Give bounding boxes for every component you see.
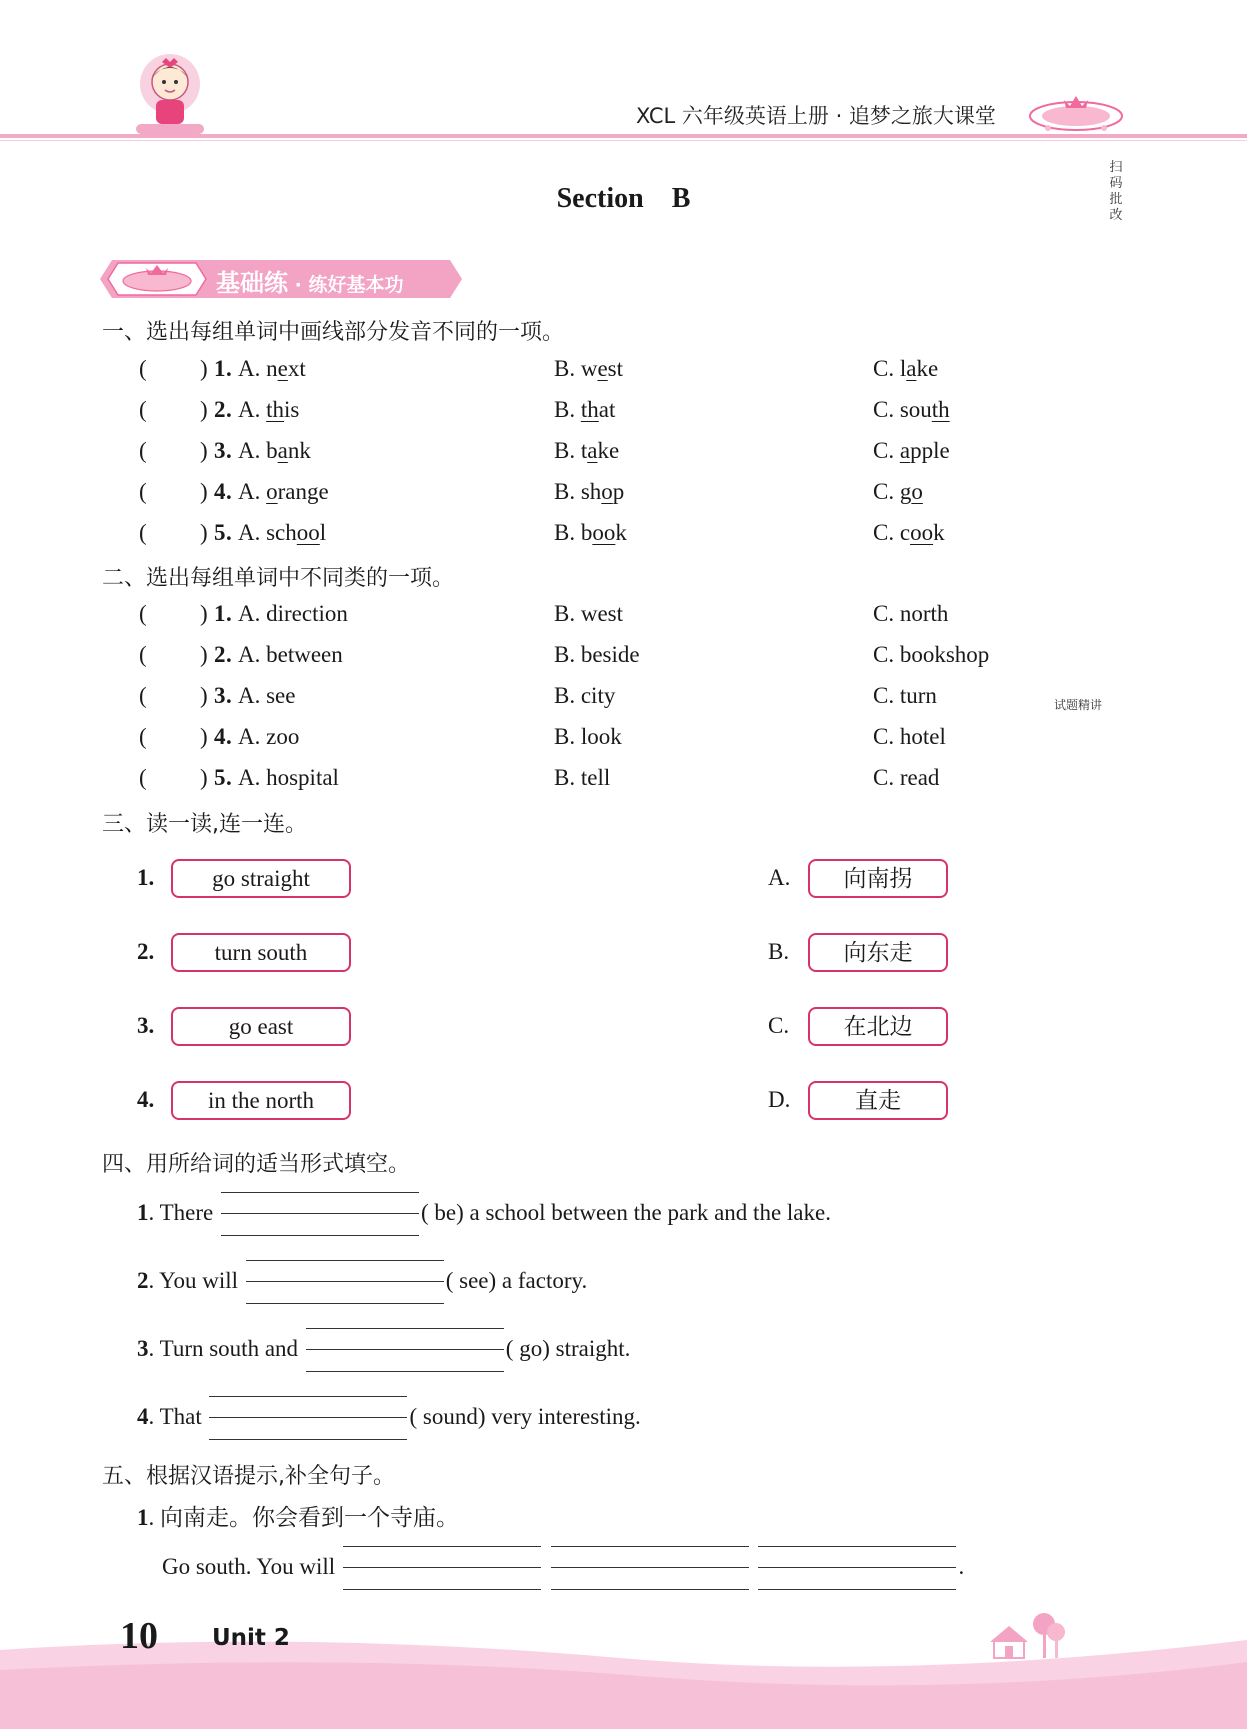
q2-option-c: C. north	[873, 601, 949, 626]
match-right-letter: B.	[768, 939, 790, 964]
q1-num: 4	[214, 479, 226, 504]
q1-option-a: A. school	[238, 520, 327, 545]
q2-option-b: B. beside	[554, 642, 640, 667]
q1-row: ( ) 2 . A. this B. that C. south	[139, 397, 950, 422]
q2-num: 2	[214, 642, 226, 667]
q2-option-a: A. see	[238, 683, 296, 708]
banner-title	[216, 263, 403, 298]
house-tree-icon	[984, 1612, 1068, 1660]
girl-mascot-icon	[128, 48, 212, 138]
unit-label: Unit 2	[212, 1625, 290, 1651]
banner-sep: ·	[288, 274, 309, 296]
q5-english-line: Go south. You will .	[162, 1554, 965, 1579]
q2-row: ( ) 2 . A. between B. beside C. bookshop	[139, 642, 990, 667]
q2-option-c: C. bookshop	[873, 642, 990, 667]
q2-option-a: A. zoo	[238, 724, 300, 749]
match-left-num: 3.	[137, 1013, 155, 1038]
q1-option-c: C. south	[873, 397, 950, 422]
q2-row: ( ) 1 . A. direction B. west C. north	[139, 601, 949, 626]
q2-option-b: B. city	[554, 683, 616, 708]
q4-item: 4. That ( sound) very interesting.	[137, 1404, 641, 1429]
header-rule	[0, 134, 1247, 138]
q1-option-b: B. book	[554, 520, 627, 545]
q2-option-b: B. look	[554, 724, 622, 749]
q1-option-c: C. lake	[873, 356, 939, 381]
q1-option-a: A. next	[238, 356, 306, 381]
q2-heading: 二、选出每组单词中不同类的一项。	[102, 566, 455, 591]
match-right-box[interactable]: 向东走	[808, 933, 948, 972]
q2-option-b: B. west	[554, 601, 623, 626]
match-left-box[interactable]: go east	[171, 1007, 351, 1046]
explain-note: 试题精讲	[1054, 698, 1103, 712]
q2-num: 3	[214, 683, 226, 708]
q1-option-b: B. shop	[554, 479, 625, 504]
q2-num: 1	[214, 601, 226, 626]
match-left-num: 1.	[137, 865, 155, 890]
q1-option-c: C. apple	[873, 438, 950, 463]
q4-heading: 四、用所给词的适当形式填空。	[102, 1152, 411, 1177]
q1-heading: 一、选出每组单词中画线部分发音不同的一项。	[102, 320, 565, 345]
match-right-box[interactable]: 向南拐	[808, 859, 948, 898]
match-right-letter: A.	[768, 865, 791, 890]
q1-num: 1	[214, 356, 226, 381]
q2-row: ( ) 5 . A. hospital B. tell C. read	[139, 765, 940, 790]
q1-option-a: A. this	[238, 397, 300, 422]
q2-option-a: A. hospital	[238, 765, 339, 790]
q1-num: 5	[214, 520, 226, 545]
q2-num: 4	[214, 724, 226, 749]
q4-item: 2. You will ( see) a factory.	[137, 1268, 588, 1293]
q1-option-b: B. west	[554, 356, 624, 381]
q2-option-a: A. direction	[238, 601, 348, 626]
match-right-letter: D.	[768, 1087, 791, 1112]
match-left-box[interactable]: in the north	[171, 1081, 351, 1120]
q1-row: ( ) 4 . A. orange B. shop C. go	[139, 479, 923, 504]
q1-option-c: C. cook	[873, 520, 945, 545]
q1-row: ( ) 1 . A. next B. west C. lake	[139, 356, 939, 381]
match-left-num: 2.	[137, 939, 155, 964]
q2-option-c: C. turn	[873, 683, 937, 708]
q1-row: ( ) 3 . A. bank B. take C. apple	[139, 438, 950, 463]
section-title: Section B	[556, 183, 691, 214]
q1-option-b: B. that	[554, 397, 616, 422]
q3-heading: 三、读一读,连一连。	[102, 812, 307, 837]
q4-item: 3. Turn south and ( go) straight.	[137, 1336, 631, 1361]
q2-option-c: C. hotel	[873, 724, 946, 749]
q2-option-a: A. between	[238, 642, 343, 667]
q1-num: 3	[214, 438, 226, 463]
header-rule-thin	[0, 140, 1247, 141]
q5-chinese-prompt: 1. 向南走。你会看到一个寺庙。	[137, 1505, 459, 1530]
q5-heading: 五、根据汉语提示,补全句子。	[102, 1464, 395, 1489]
q1-option-a: A. bank	[238, 438, 311, 463]
q1-num: 2	[214, 397, 226, 422]
q1-option-a: A. orange	[238, 479, 329, 504]
q2-row: ( ) 4 . A. zoo B. look C. hotel	[139, 724, 946, 749]
q1-option-c: C. go	[873, 479, 923, 504]
q4-item: 1. There ( be) a school between the park and the lake.	[137, 1200, 831, 1225]
match-right-box[interactable]: 直走	[808, 1081, 948, 1120]
banner-main: 基础练	[216, 269, 288, 297]
page-number: 10	[120, 1615, 158, 1657]
match-right-box[interactable]: 在北边	[808, 1007, 948, 1046]
q2-option-c: C. read	[873, 765, 940, 790]
scan-note: 扫码批改	[1109, 160, 1123, 223]
match-left-box[interactable]: turn south	[171, 933, 351, 972]
match-right-letter: C.	[768, 1013, 790, 1038]
match-left-box[interactable]: go straight	[171, 859, 351, 898]
q2-num: 5	[214, 765, 226, 790]
banner-sub: 练好基本功	[308, 274, 404, 296]
header-title: XCL 六年级英语上册 · 追梦之旅大课堂	[636, 104, 996, 128]
q2-row: ( ) 3 . A. see B. city C. turn	[139, 683, 937, 708]
q2-option-b: B. tell	[554, 765, 611, 790]
match-left-num: 4.	[137, 1087, 155, 1112]
q1-row: ( ) 5 . A. school B. book C. cook	[139, 520, 945, 545]
dream-journey-logo	[1028, 92, 1124, 134]
q1-option-b: B. take	[554, 438, 620, 463]
